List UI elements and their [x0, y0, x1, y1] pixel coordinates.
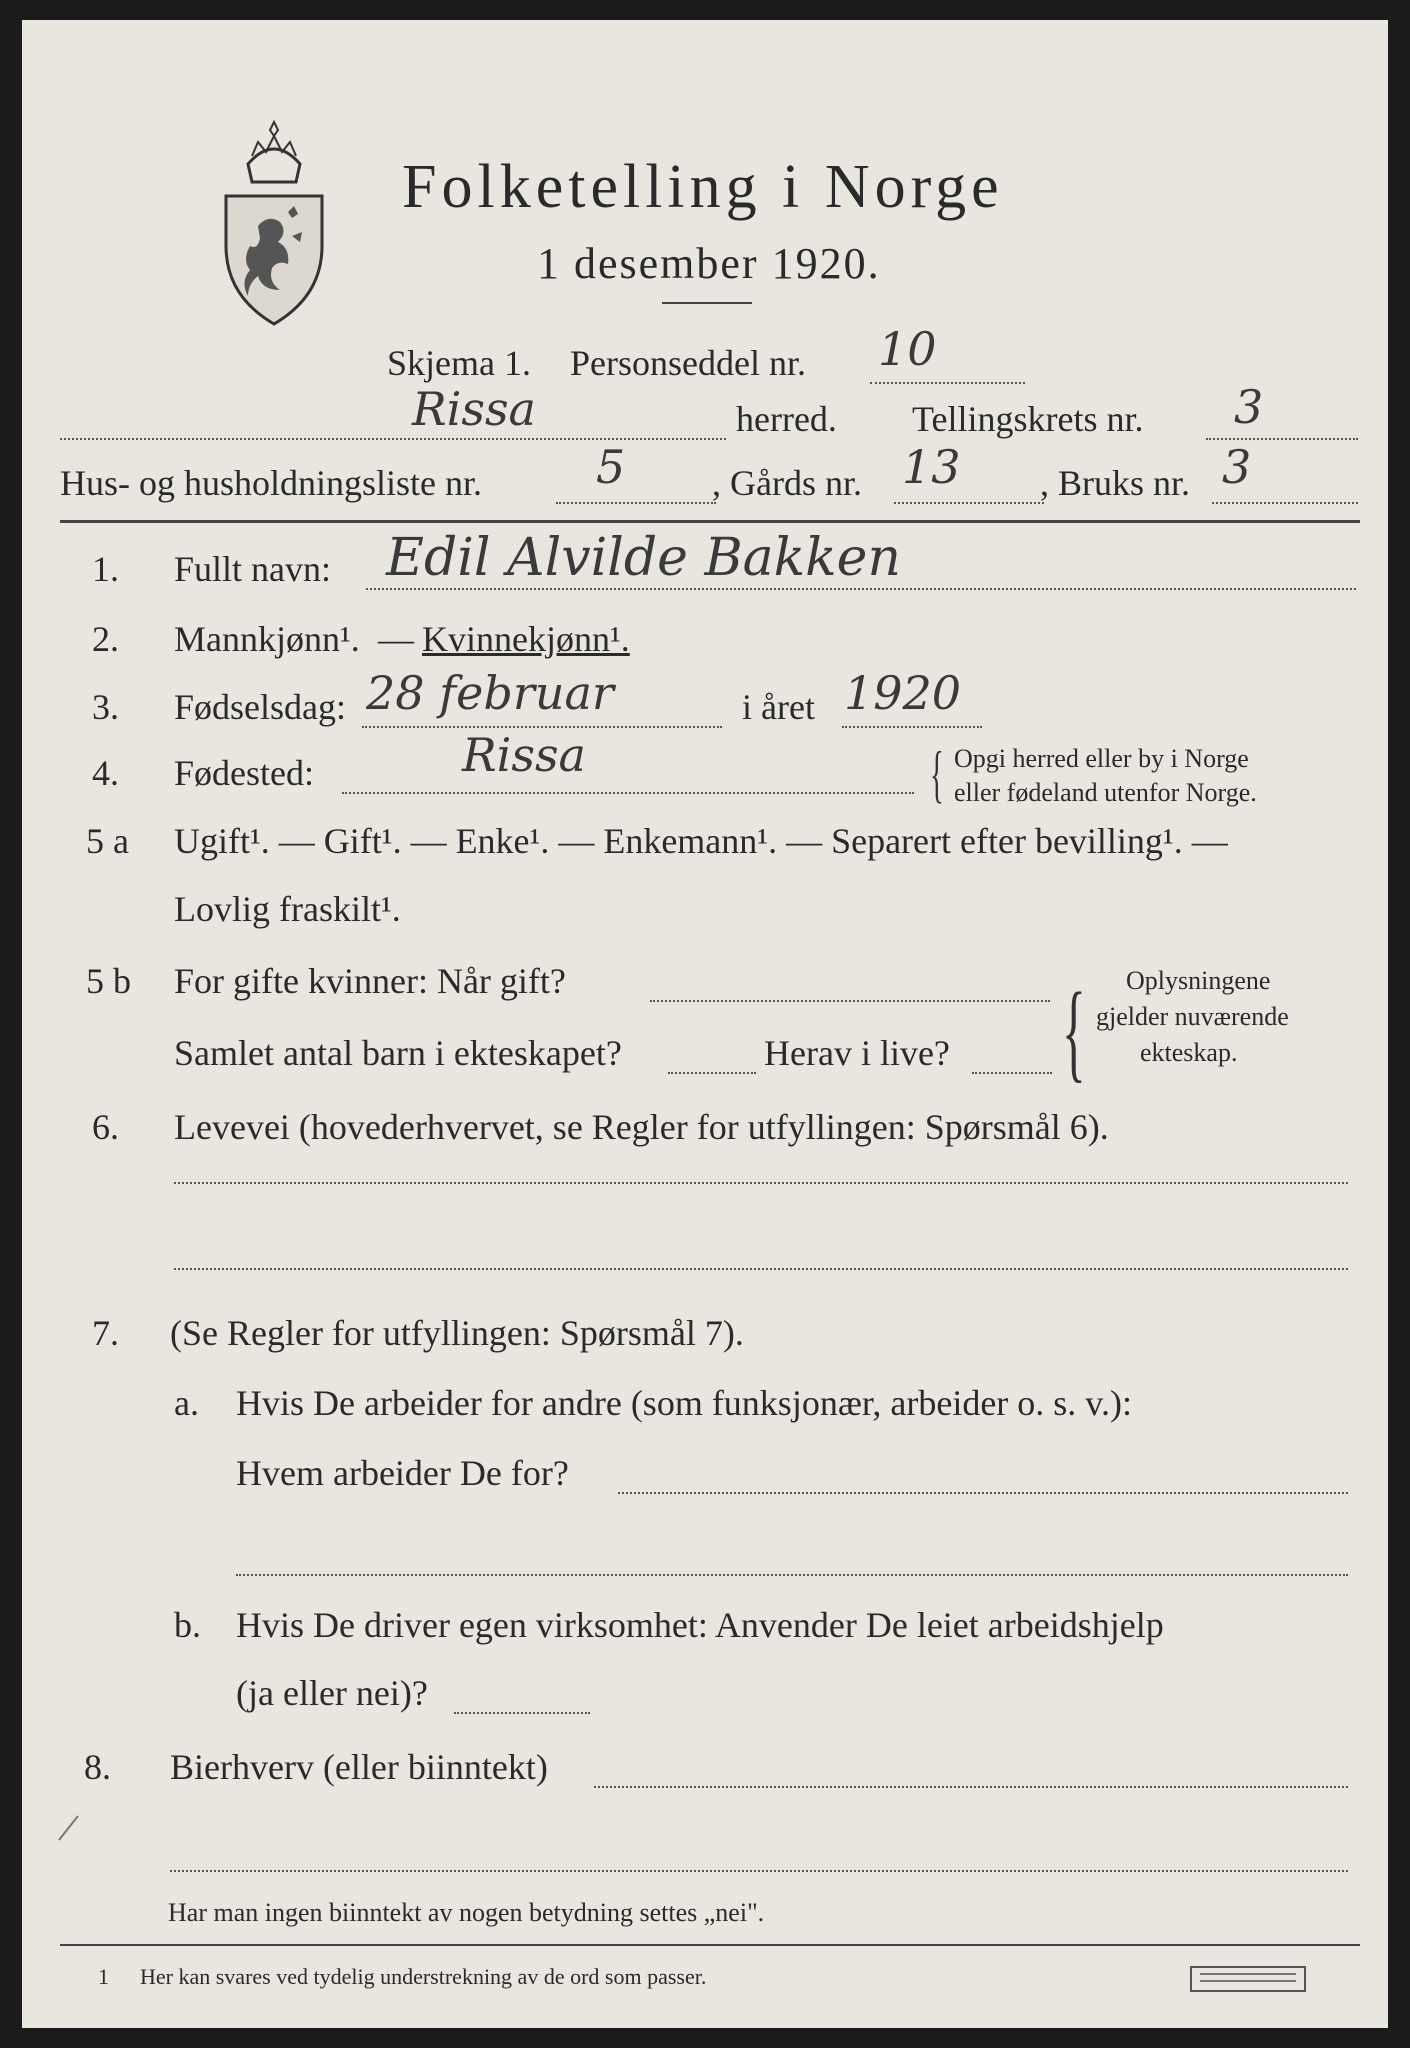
married-date-field[interactable]: [650, 1000, 1050, 1002]
liste-field-line: [556, 502, 716, 504]
q7b-line2: (ja eller nei)?: [236, 1673, 428, 1713]
q4-note-line1: Opgi herred eller by i Norge: [954, 744, 1249, 773]
census-form-page: [22, 20, 1388, 2028]
q4-note-line2: eller fødeland utenfor Norge.: [954, 778, 1257, 807]
birth-year-field[interactable]: 1920: [844, 666, 962, 720]
q5b-married-label: For gifte kvinner: Når gift?: [174, 961, 566, 1001]
q8-label: Bierhverv (eller biinntekt): [170, 1747, 548, 1787]
bruks-label: , Bruks nr.: [1040, 463, 1191, 503]
form-title: Folketelling i Norge: [402, 153, 1004, 221]
coat-of-arms-icon: [218, 116, 330, 326]
q6-label: Levevei (hovederhvervet, se Regler for utfyllingen: Spørsmål 6).: [174, 1107, 1109, 1147]
gender-female-option[interactable]: Kvinnekjønn¹.: [422, 619, 630, 659]
employer-field-line2[interactable]: [236, 1574, 1348, 1576]
q3-number: 3.: [92, 687, 119, 727]
hired-help-field[interactable]: [454, 1712, 590, 1714]
q7a-line1: Hvis De arbeider for andre (som funksjonær, arbeider o. s. v.):: [236, 1383, 1132, 1423]
children-alive-field[interactable]: [972, 1072, 1052, 1074]
q1-field-line: [366, 588, 1356, 590]
birthplace-field[interactable]: Rissa: [462, 728, 586, 782]
q5b-children-label: Samlet antal barn i ekteskapet?: [174, 1033, 622, 1073]
liste-number-field[interactable]: 5: [596, 440, 626, 494]
gender-separator: —: [378, 619, 414, 659]
marital-status-divorced-option[interactable]: Lovlig fraskilt¹.: [174, 889, 401, 929]
gards-field-line: [894, 502, 1044, 504]
year-label: i året: [742, 687, 815, 727]
printer-stamp: [1190, 1966, 1306, 1992]
side-income-field-line1[interactable]: [594, 1786, 1348, 1788]
full-name-field[interactable]: Edil Alvilde Bakken: [386, 528, 901, 588]
q5a-number: 5 a: [86, 821, 129, 861]
bruks-number-field[interactable]: 3: [1222, 440, 1252, 494]
q8-number: 8.: [84, 1747, 111, 1787]
q5b-brace: {: [1062, 970, 1086, 1092]
pencil-mark-icon: [56, 1814, 80, 1842]
q7a-letter: a.: [174, 1383, 199, 1423]
liste-label: Hus- og husholdningsliste nr.: [60, 463, 483, 503]
q2-number: 2.: [92, 619, 119, 659]
nei-instruction: Har man ingen biinntekt av nogen betydning settes „nei".: [168, 1898, 765, 1927]
person-label: Personseddel nr.: [570, 343, 806, 383]
marital-status-options[interactable]: Ugift¹. — Gift¹. — Enke¹. — Enkemann¹. — Separert efter bevilling¹. —: [174, 821, 1228, 861]
q6-number: 6.: [92, 1107, 119, 1147]
gender-male-option[interactable]: Mannkjønn¹.: [174, 619, 360, 659]
q4-brace: {: [930, 738, 944, 809]
q1-label: Fullt navn:: [174, 549, 332, 589]
q5b-note-line2: gjelder nuværende: [1096, 1002, 1289, 1031]
q5b-note-line1: Oplysningene: [1126, 966, 1271, 995]
footnote-text: Her kan svares ved tydelig understrekning av de ord som passer.: [140, 1964, 707, 1989]
side-income-field-line2[interactable]: [170, 1870, 1348, 1872]
occupation-field-line1[interactable]: [174, 1182, 1348, 1184]
q3-label: Fødselsdag:: [174, 687, 347, 727]
krets-number-field[interactable]: 3: [1234, 380, 1264, 434]
header-rule: [662, 302, 752, 304]
schema-label: Skjema 1.: [387, 343, 531, 383]
bruks-field-line: [1212, 502, 1358, 504]
q5b-number: 5 b: [86, 961, 131, 1001]
gards-label: , Gårds nr.: [712, 463, 862, 503]
person-field-line: [870, 382, 1025, 384]
section-divider: [60, 520, 1360, 523]
year-field-line: [842, 726, 982, 728]
q7-number: 7.: [92, 1313, 119, 1353]
krets-label: Tellingskrets nr.: [912, 399, 1144, 439]
q4-number: 4.: [92, 753, 119, 793]
q4-label: Fødested:: [174, 753, 314, 793]
gards-number-field[interactable]: 13: [902, 440, 961, 494]
person-number-field[interactable]: 10: [878, 322, 937, 376]
herred-field[interactable]: Rissa: [412, 382, 536, 436]
children-count-field[interactable]: [668, 1072, 756, 1074]
q1-number: 1.: [92, 549, 119, 589]
herred-label: herred.: [736, 399, 837, 439]
q7-label: (Se Regler for utfyllingen: Spørsmål 7).: [170, 1313, 744, 1353]
q5b-alive-label: Herav i live?: [764, 1033, 950, 1073]
footnote-divider: [60, 1944, 1360, 1946]
birthplace-field-line: [342, 792, 914, 794]
occupation-field-line2[interactable]: [174, 1268, 1348, 1270]
employer-field-line1[interactable]: [618, 1492, 1348, 1494]
q7a-line2: Hvem arbeider De for?: [236, 1453, 569, 1493]
footnote-mark: 1: [98, 1964, 109, 1989]
herred-field-line: [60, 438, 726, 440]
q7b-letter: b.: [174, 1605, 201, 1645]
birthday-field[interactable]: 28 februar: [366, 666, 614, 720]
census-date: 1 desember 1920.: [537, 239, 881, 288]
q5b-note-line3: ekteskap.: [1140, 1038, 1238, 1067]
q7b-line1: Hvis De driver egen virksomhet: Anvender De leiet arbeidshjelp: [236, 1605, 1164, 1645]
